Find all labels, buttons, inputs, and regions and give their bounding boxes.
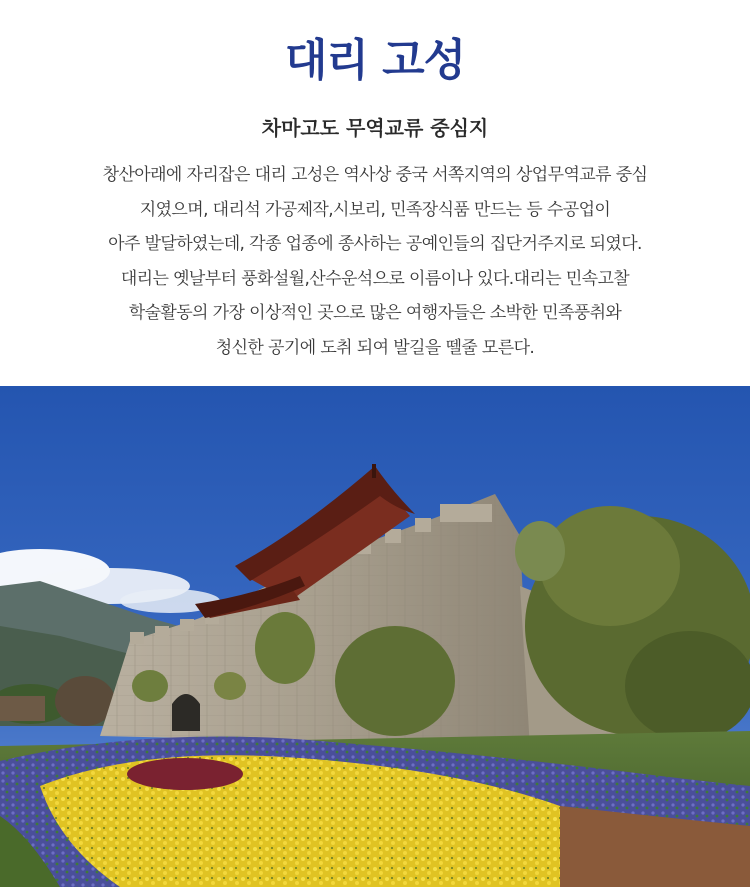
page-subtitle: 차마고도 무역교류 중심지: [261, 116, 489, 140]
description-line: 대리는 옛날부터 풍화설월,산수운석으로 이름이나 있다.대리는 민속고찰: [120, 268, 630, 289]
text-section: [0, 0, 750, 386]
description-line: 학술활동의 가장 이상적인 곳으로 많은 여행자들은 소박한 민족풍취와: [128, 303, 622, 323]
description: [30, 158, 720, 365]
dali-old-town-photo: [0, 386, 750, 887]
page-title: 대리 고성: [284, 35, 466, 86]
description-line: 지였으며, 대리석 가공제작,시보리, 민족장식품 만드는 등 수공업이: [139, 199, 611, 220]
description-line: 아주 발달하였는데, 각종 업종에 종사하는 공예인들의 집단거주지로 되였다.: [108, 234, 642, 254]
description-line: 창산아래에 자리잡은 대리 고성은 역사상 중국 서쪽지역의 상업무역교류 중심: [102, 165, 648, 185]
photo-illustration: [0, 386, 750, 887]
gate-arch: [172, 694, 200, 731]
red-flower-bed: [127, 758, 243, 790]
description-line: 청신한 공기에 도취 되여 발길을 뗄줄 모른다.: [215, 337, 535, 358]
